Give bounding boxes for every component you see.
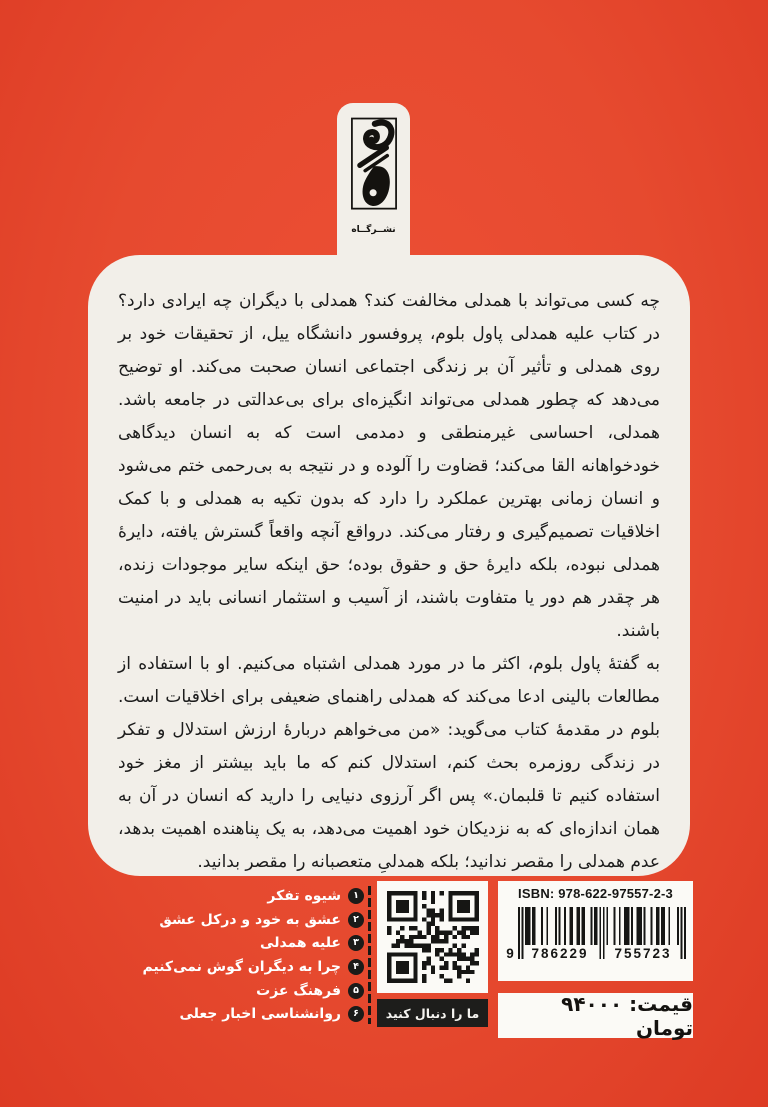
series-item xyxy=(96,884,364,908)
description-paragraph-2: به گفتهٔ پاول بلوم، اکثر ما در مورد همدلی اشتباه می‌کنیم. او با استفاده از مطالعات بالینی ادعا می‌کند که همدلی راهنمای ضعیفی برای اخلاقیات است. بلوم در مقدمهٔ کتاب می‌گوید: «من می‌خواهم دربارهٔ ارزش استدلال و تفکر در زندگی روزمره بحث کنم، استدلال کنم که ما باید بیشتر از مغز خود استفاده کنیم تا قلبمان.» پس اگر آرزوی دنیایی را دارید که انسان در آن به همان اندازه‌ای که به نزدیکان خود اهمیت می‌دهد، به یک پناهنده اهمیت بدهد، عدم همدلی را مقصر ندانید؛ بلکه همدلیِ متعصبانه را مقصر بدانید. xyxy=(118,654,660,872)
item-number-badge: ۶ xyxy=(348,1006,364,1022)
series-list xyxy=(96,884,364,1026)
gaah-logo-icon xyxy=(347,115,401,221)
isbn-block xyxy=(498,881,693,981)
series-item-title: عشق به خود و درکل عشق xyxy=(159,911,341,928)
series-item xyxy=(96,955,364,979)
series-item xyxy=(96,931,364,955)
item-number-badge: ۴ xyxy=(348,959,364,975)
publisher-name: نشــرگــاه xyxy=(351,225,396,235)
item-number-badge: ۱ xyxy=(348,888,364,904)
series-item-title: چرا به دیگران گوش نمی‌کنیم xyxy=(142,958,341,975)
series-item xyxy=(96,1002,364,1026)
qr-code-box xyxy=(377,881,488,993)
barcode-digit-group: 755723 xyxy=(607,945,679,963)
item-number-badge: ۲ xyxy=(348,912,364,928)
series-item xyxy=(96,908,364,932)
dashed-divider xyxy=(368,886,371,1024)
series-item-title: روانشناسی اخبار جعلی xyxy=(179,1006,341,1023)
description-paragraph-1: چه کسی می‌تواند با همدلی مخالفت کند؟ همدلی با دیگران چه ایرادی دارد؟ در کتاب علیه همدلی پاول بلوم، پروفسور دانشگاه ییل، از تحقیقات خود بر روی همدلی و تأثیر آن بر زندگی اجتماعی انسان صحبت می‌کند. او توضیح می‌دهد که چطور همدلی می‌تواند انگیزه‌ای برای بی‌عدالتی در جامعه باشد. همدلی، احساسی غیرمنطقی و دمدمی است که به انسان دیدگاهی خودخواهانه القا می‌کند؛ قضاوت را آلوده و در نتیجه به بی‌رحمی ختم می‌شود و انسان زمانی بهترین عملکرد را دارد که بدون تکیه به همدلی و با کمک اخلاقیات تصمیم‌گیری و رفتار می‌کند. درواقع آنچه واقعاً گسترش یافته، دایرهٔ همدلی نبوده، بلکه دایرهٔ حق و حقوق بوده؛ حق اینکه سایر موجودات زنده، هر چقدر هم دور یا متفاوت باشند، از آسیب و استثمار انسانی باید در امنیت باشند. xyxy=(118,291,660,641)
series-item-title: شیوه تفکر xyxy=(267,887,341,904)
item-number-badge: ۵ xyxy=(348,983,364,999)
series-item-title: علیه همدلی xyxy=(260,935,341,952)
item-number-badge: ۳ xyxy=(348,935,364,951)
publisher-logo-tab xyxy=(337,103,410,273)
follow-us-label: ما را دنبال کنید xyxy=(377,999,488,1027)
qr-code-icon xyxy=(387,891,479,983)
description-panel xyxy=(88,255,690,876)
book-description xyxy=(118,285,660,872)
series-item xyxy=(96,979,364,1003)
barcode-digit-group: 786229 xyxy=(524,945,596,963)
barcode-digit-group: 9 xyxy=(504,945,516,963)
ean-barcode xyxy=(506,907,686,965)
price-label: قیمت: ۹۴۰۰۰ تومان xyxy=(498,993,693,1038)
isbn-number: ISBN: 978-622-97557-2-3 xyxy=(518,886,673,901)
series-item-title: فرهنگ عزت xyxy=(256,982,341,999)
